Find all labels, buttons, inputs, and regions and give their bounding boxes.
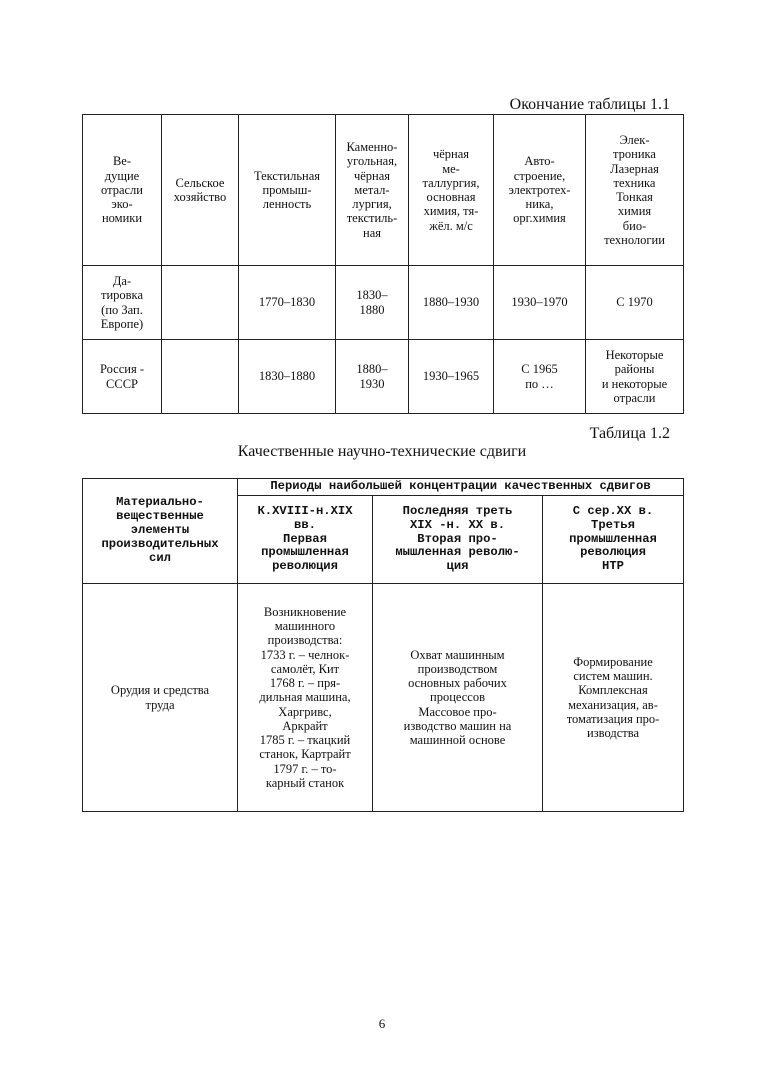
table-row xyxy=(83,340,684,414)
table2-title: Качественные научно-технические сдвиги xyxy=(237,443,527,460)
table2-group-header: Периоды наибольшей концентрации качественных сдвигов xyxy=(238,479,684,496)
table1-header-cell: Ве- дущие отрасли эко- номики xyxy=(83,115,162,266)
table-cell xyxy=(162,266,239,340)
table2-period-header: С сер.XX в. Третья промышленная революция НТР xyxy=(543,496,684,584)
table1-caption: Окончание таблицы 1.1 xyxy=(509,96,670,113)
table-cell: 1930–1970 xyxy=(494,266,586,340)
table-cell: С 1965 по … xyxy=(494,340,586,414)
table2-group-row xyxy=(83,479,684,496)
page-number: 6 xyxy=(378,1016,386,1031)
table-cell: 1880– 1930 xyxy=(336,340,409,414)
table1-header-cell: Сельское хозяйство xyxy=(162,115,239,266)
table-cell: Да- тировка (по Зап. Европе) xyxy=(83,266,162,340)
table2-period-header: К.XVIII-н.XIX вв. Первая промышленная революция xyxy=(238,496,373,584)
table-cell: Россия - СССР xyxy=(83,340,162,414)
table-cell: Охват машинным производством основных рабочих процессов Массовое про- изводство машин на машинной основе xyxy=(373,584,543,812)
table-cell: Формирование систем машин. Комплексная механизация, ав- томатизация про- изводства xyxy=(543,584,684,812)
table-1-1 xyxy=(82,114,684,414)
table2-number: Таблица 1.2 xyxy=(589,425,670,442)
table1-header-cell: Текстильная промыш- ленность xyxy=(239,115,336,266)
table-1-2 xyxy=(82,478,684,812)
table2-period-header: Последняя треть XIX -н. XX в. Вторая про- мышленная револю- ция xyxy=(373,496,543,584)
table-cell: 1880–1930 xyxy=(409,266,494,340)
table1-header-cell: Элек- троника Лазерная техника Тонкая химия био- технологии xyxy=(586,115,684,266)
table2-corner-header: Материально- вещественные элементы производительных сил xyxy=(83,479,238,584)
table-cell: Возникновение машинного производства: 1733 г. – челнок- самолёт, Кит 1768 г. – пря- дильная машина, Харгривс, Аркрайт 1785 г. – ткацкий станок, Картрайт 1797 г. – то- карный станок xyxy=(238,584,373,812)
table-cell xyxy=(162,340,239,414)
table-cell: Некоторые районы и некоторые отрасли xyxy=(586,340,684,414)
table-cell: С 1970 xyxy=(586,266,684,340)
table-cell: 1830–1880 xyxy=(239,340,336,414)
table-row xyxy=(83,266,684,340)
table-cell: 1770–1830 xyxy=(239,266,336,340)
table-cell: Орудия и средства труда xyxy=(83,584,238,812)
table1-header-cell: Каменно- угольная, чёрная метал- лургия, текстиль- ная xyxy=(336,115,409,266)
table-cell: 1930–1965 xyxy=(409,340,494,414)
table-row xyxy=(83,584,684,812)
table1-header-cell: Авто- строение, электротех- ника, орг.химия xyxy=(494,115,586,266)
table1-header-cell: чёрная ме- таллургия, основная химия, тя- жёл. м/с xyxy=(409,115,494,266)
table-cell: 1830– 1880 xyxy=(336,266,409,340)
table1-header-row xyxy=(83,115,684,266)
